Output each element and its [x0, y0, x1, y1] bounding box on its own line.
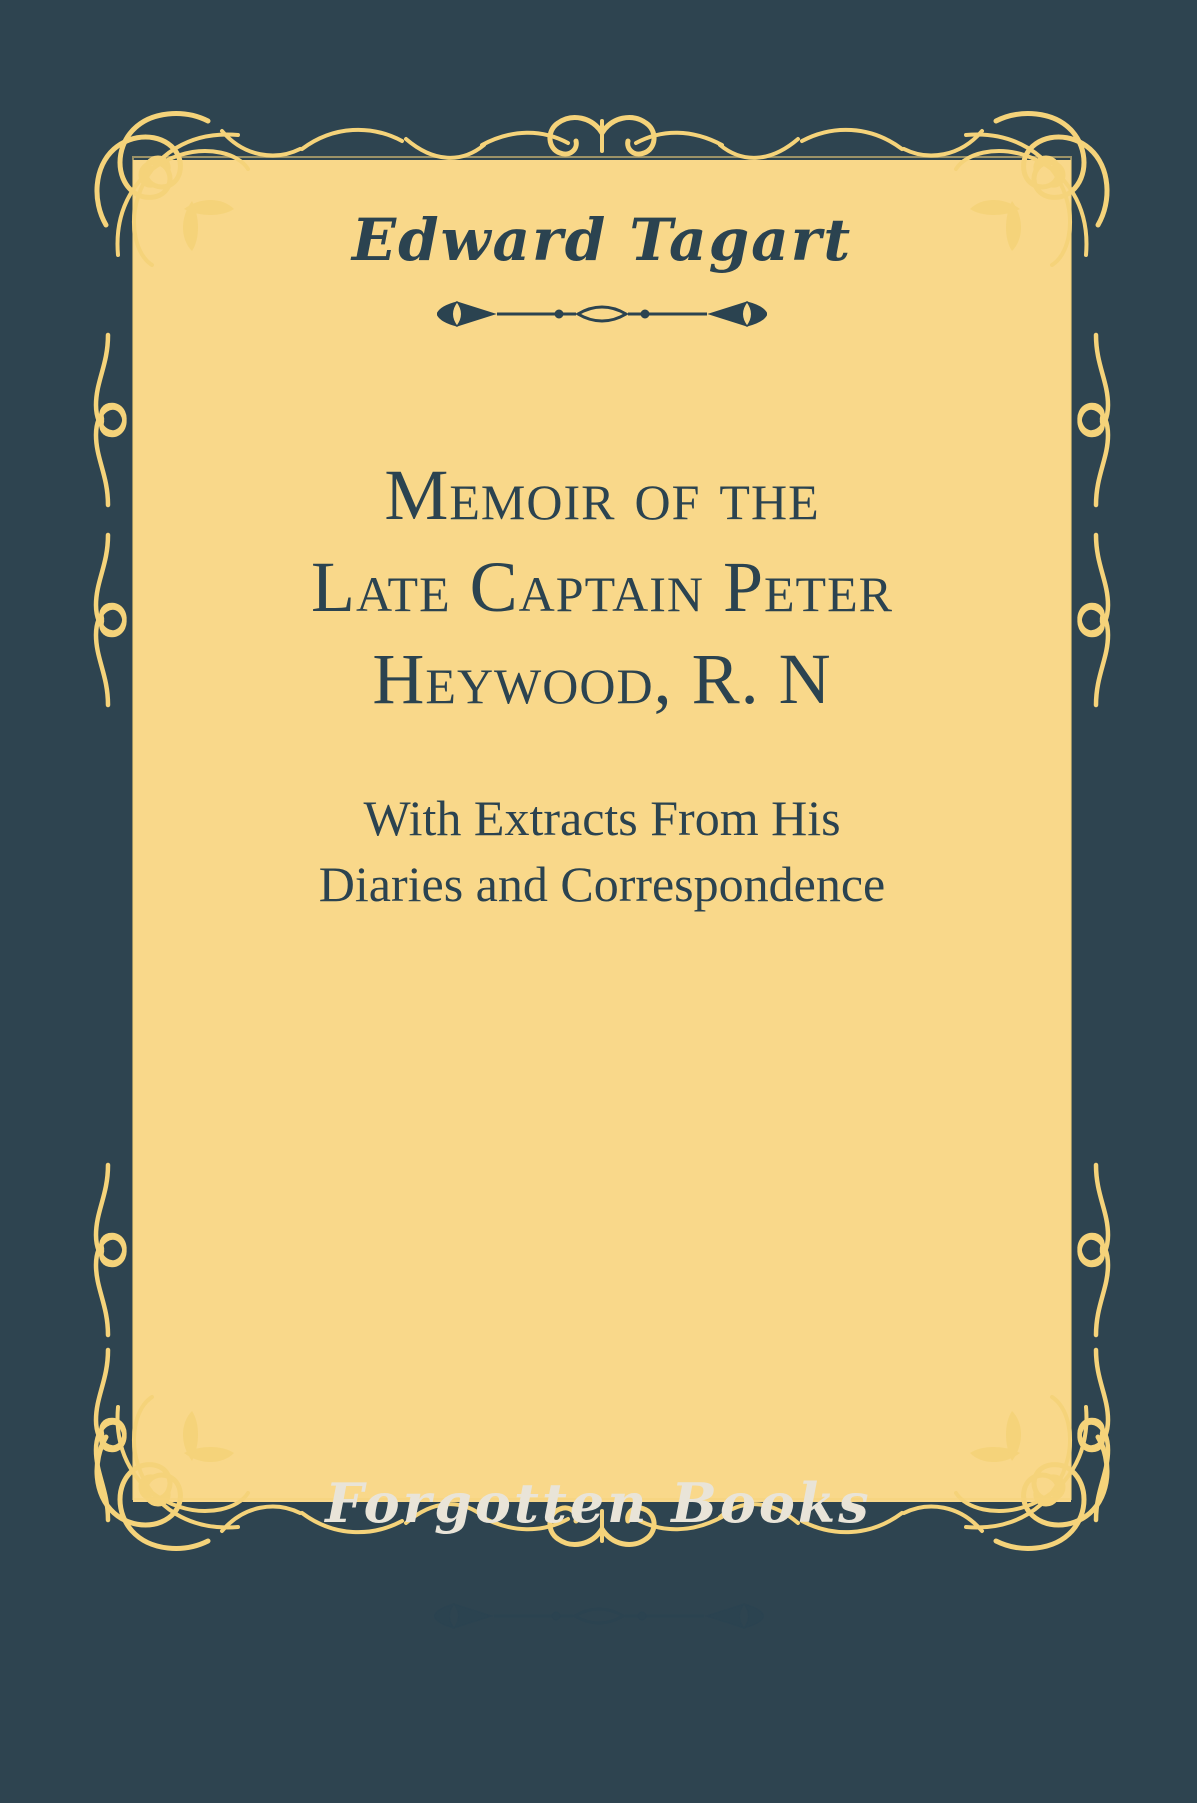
publisher-label: Forgotten Books	[325, 1471, 872, 1535]
cover-text-block	[133, 160, 1071, 1502]
title-line-2: Late Captain Peter	[311, 547, 893, 628]
title-line-3: Heywood, R. N	[372, 639, 832, 720]
book-subtitle	[319, 785, 885, 917]
publisher-name	[0, 1471, 1197, 1535]
title-line-1: Memoir of the	[384, 454, 820, 535]
subtitle-line-1: With Extracts From His	[363, 790, 841, 847]
ornament-divider-bottom	[434, 1599, 764, 1633]
ornament-divider-top	[437, 297, 767, 331]
author-name: Edward Tagart	[351, 206, 853, 274]
book-title	[311, 449, 893, 725]
subtitle-line-2: Diaries and Correspondence	[318, 856, 886, 913]
